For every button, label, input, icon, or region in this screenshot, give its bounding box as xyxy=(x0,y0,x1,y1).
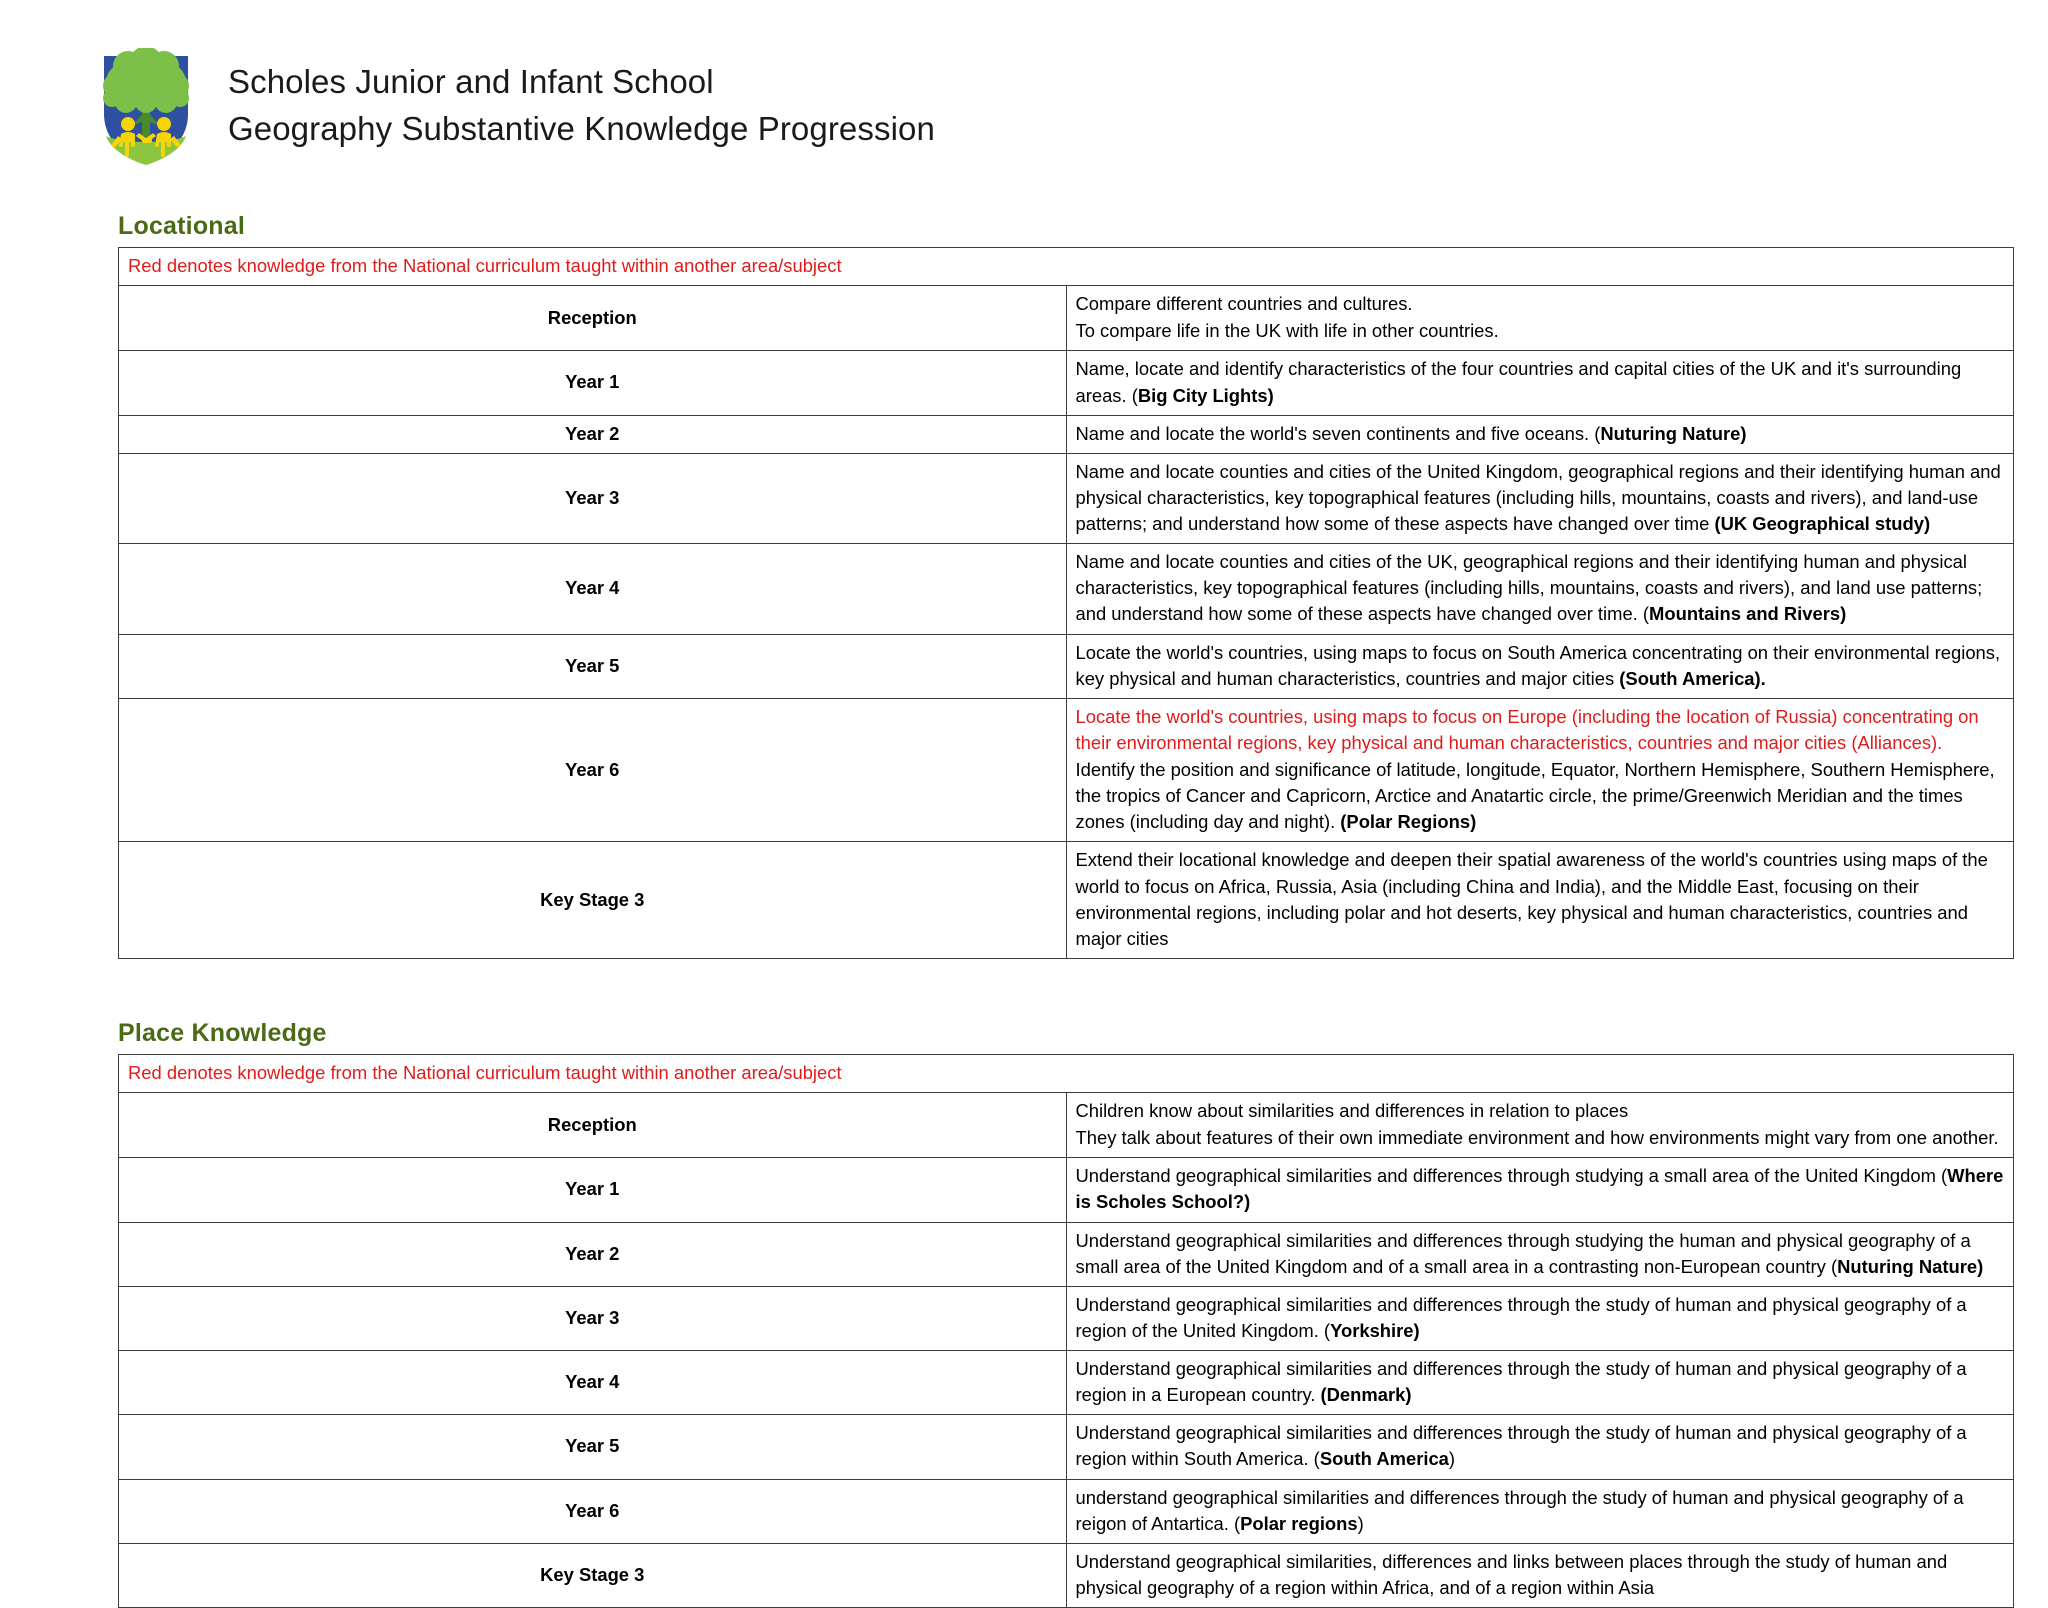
table-row xyxy=(119,1158,2014,1222)
objective-line xyxy=(1076,318,2005,344)
objective-unit-name: (South America). xyxy=(1619,667,1766,689)
objective-description xyxy=(1066,1222,2014,1286)
table-row xyxy=(119,1222,2014,1286)
objective-text: Name, locate and identify characteristics of the four countries and capital cities of the UK and it's surrounding areas. ( xyxy=(1075,358,1962,406)
objective-unit-name: Mountains and Rivers) xyxy=(1649,603,1847,625)
year-group-label: Year 6 xyxy=(119,698,1067,842)
objective-line xyxy=(1076,549,2005,627)
locational-rows xyxy=(119,286,2014,959)
section-heading-place-knowledge: Place Knowledge xyxy=(118,1018,327,1047)
place-knowledge-rows xyxy=(119,1093,2014,1608)
objective-unit-name: Nuturing Nature) xyxy=(1600,422,1747,444)
objective-unit-name: (UK Geographical study) xyxy=(1714,513,1931,534)
objective-line xyxy=(1076,1356,2005,1408)
table-row xyxy=(119,1479,2014,1543)
objective-text: To compare life in the UK with life in other countries. xyxy=(1075,320,1499,342)
objective-line xyxy=(1076,1125,2005,1151)
table-row xyxy=(119,634,2014,698)
year-group-label: Year 2 xyxy=(119,1222,1067,1286)
year-group-label: Key Stage 3 xyxy=(119,842,1067,959)
place-note-body xyxy=(119,1054,2014,1092)
objective-unit-name: (Polar Regions) xyxy=(1340,811,1477,833)
objective-description xyxy=(1066,1415,2014,1479)
year-group-label: Year 2 xyxy=(119,415,1067,453)
objective-line xyxy=(1076,459,2005,537)
objective-description xyxy=(1066,634,2014,698)
objective-line xyxy=(1076,1420,2005,1472)
red-key-note: Red denotes knowledge from the National curriculum taught within another area/subject xyxy=(119,248,2014,286)
objective-description xyxy=(1066,415,2014,453)
objective-text: Children know about similarities and differences in relation to places xyxy=(1075,1100,1629,1121)
objective-text-tail: ) xyxy=(1448,1448,1456,1470)
objective-line xyxy=(1076,1549,2005,1601)
objective-description xyxy=(1066,286,2014,351)
objective-text: Understand geographical similarities and differences through the study of human and physical geography of a region within South America. ( xyxy=(1075,1422,1967,1470)
page-title: Geography Substantive Knowledge Progression xyxy=(228,110,935,147)
objective-unit-name: Polar regions xyxy=(1240,1512,1358,1534)
red-key-note: Red denotes knowledge from the National curriculum taught within another area/subject xyxy=(119,1054,2014,1092)
table-row xyxy=(119,1093,2014,1158)
objective-text: Understand geographical similarities and differences through studying a small area of the United Kingdom ( xyxy=(1075,1165,1948,1187)
objective-line xyxy=(1076,847,2005,952)
objective-line xyxy=(1076,1228,2005,1280)
objective-line xyxy=(1076,1163,2005,1215)
objective-text: Name and locate counties and cities of the UK, geographical regions and their identifying human and physical characteristics, key topographical features (including hills, mountains, coasts and rivers), and land use patterns; and understand how some of these aspects have changed over time. ( xyxy=(1075,551,1983,625)
table-row xyxy=(119,453,2014,543)
objective-unit-name: Big City Lights) xyxy=(1137,384,1274,406)
note-row xyxy=(119,248,2014,286)
objective-description xyxy=(1066,1158,2014,1222)
year-group-label: Year 5 xyxy=(119,634,1067,698)
year-group-label: Year 4 xyxy=(119,544,1067,634)
objective-line xyxy=(1076,1098,2005,1124)
place-knowledge-progression-table xyxy=(118,1054,2014,1608)
document-header xyxy=(0,0,2048,166)
header-title-block xyxy=(228,61,935,154)
year-group-label: Reception xyxy=(119,1093,1067,1158)
objective-description xyxy=(1066,1479,2014,1543)
objective-text: Understand geographical similarities and differences through the study of human and physical geography of a region of the United Kingdom. ( xyxy=(1075,1293,1967,1341)
objective-line xyxy=(1076,421,2005,447)
section-place-knowledge xyxy=(0,1019,2048,1608)
objective-description xyxy=(1066,1286,2014,1350)
objective-text: Understand geographical similarities and differences through studying the human and physical geography of a small area of the United Kingdom and of a small area in a contrasting non-European country ( xyxy=(1075,1229,1971,1277)
objective-description xyxy=(1066,453,2014,543)
note-row xyxy=(119,1054,2014,1092)
section-heading-locational: Locational xyxy=(118,212,246,240)
objective-line xyxy=(1076,640,2005,692)
year-group-label: Year 5 xyxy=(119,1415,1067,1479)
shield-icon xyxy=(92,48,200,166)
year-group-label: Year 3 xyxy=(119,453,1067,543)
school-crest-logo xyxy=(92,48,200,166)
year-group-label: Year 1 xyxy=(119,351,1067,415)
objective-text: They talk about features of their own immediate environment and how environments might vary from one another. xyxy=(1075,1127,1999,1149)
objective-line xyxy=(1076,291,2005,317)
objective-line xyxy=(1076,1292,2005,1344)
table-row xyxy=(119,415,2014,453)
table-row xyxy=(119,351,2014,415)
objective-unit-name: (Denmark) xyxy=(1320,1384,1412,1406)
objective-description xyxy=(1066,351,2014,415)
table-row xyxy=(119,698,2014,842)
objective-text: understand geographical similarities and differences through the study of human and physical geography of a reigon of Antartica. ( xyxy=(1075,1486,1964,1534)
section-locational xyxy=(0,212,2048,959)
objective-line xyxy=(1076,356,2005,408)
year-group-label: Key Stage 3 xyxy=(119,1543,1067,1607)
table-row xyxy=(119,1351,2014,1415)
table-row xyxy=(119,1543,2014,1607)
objective-text: Name and locate the world's seven continents and five oceans. ( xyxy=(1075,422,1601,444)
table-row xyxy=(119,286,2014,351)
objective-line xyxy=(1076,1485,2005,1537)
objective-text: Name and locate counties and cities of the United Kingdom, geographical regions and their identifying human and physical characteristics, key topographical features (including hills, mountains, coasts and rivers), and land-use patterns; and understand how some of these aspects have changed over time xyxy=(1075,460,2001,534)
objective-unit-name: Nuturing Nature) xyxy=(1837,1255,1984,1277)
year-group-label: Reception xyxy=(119,286,1067,351)
objective-text-tail: ) xyxy=(1357,1512,1364,1534)
objective-description xyxy=(1066,842,2014,959)
year-group-label: Year 4 xyxy=(119,1351,1067,1415)
school-name: Scholes Junior and Infant School xyxy=(228,62,714,100)
locational-progression-table xyxy=(118,247,2014,959)
objective-text: Understand geographical similarities, differences and links between places through the study of human and physical geography of a region within Africa, and of a region within Asia xyxy=(1075,1550,1948,1598)
objective-text: Extend their locational knowledge and deepen their spatial awareness of the world's countries using maps of the world to focus on Africa, Russia, Asia (including China and India), and the Middle East, focusing on their environmental regions, including polar and hot deserts, key physical and human characteristics, countries and major cities xyxy=(1075,849,1988,949)
objective-text: Identify the position and significance of latitude, longitude, Equator, Northern Hemisphere, Southern Hemisphere, the tropics of Cancer and Capricorn, Arctice and Anatartic circle, the prime/Greenwich Meridian and the times zones (including day and night). xyxy=(1075,759,1995,833)
objective-line xyxy=(1076,704,2005,756)
year-group-label: Year 6 xyxy=(119,1479,1067,1543)
objective-text: Understand geographical similarities and differences through the study of human and physical geography of a region in a European country. xyxy=(1075,1358,1967,1406)
objective-unit-name: South America xyxy=(1319,1448,1449,1470)
objective-line xyxy=(1076,757,2005,835)
objective-text: Locate the world's countries, using maps to focus on Europe (including the location of Russia) concentrating on their environmental regions, key physical and human characteristics, countries and major cities (Alliances). xyxy=(1075,705,1979,753)
objective-description xyxy=(1066,544,2014,634)
year-group-label: Year 1 xyxy=(119,1158,1067,1222)
year-group-label: Year 3 xyxy=(119,1286,1067,1350)
table-row xyxy=(119,544,2014,634)
objective-unit-name: Yorkshire) xyxy=(1330,1319,1420,1341)
table-row xyxy=(119,1415,2014,1479)
objective-description xyxy=(1066,1351,2014,1415)
locational-table-body xyxy=(119,248,2014,286)
objective-unit-name: Where is Scholes School?) xyxy=(1075,1165,2004,1213)
table-row xyxy=(119,1286,2014,1350)
objective-description xyxy=(1066,1543,2014,1607)
objective-text: Locate the world's countries, using maps to focus on South America concentrating on their environmental regions, key physical and human characteristics, countries and major cities xyxy=(1075,641,2001,689)
objective-description xyxy=(1066,1093,2014,1158)
table-row xyxy=(119,842,2014,959)
objective-text: Compare different countries and cultures. xyxy=(1075,293,1413,315)
objective-description xyxy=(1066,698,2014,842)
